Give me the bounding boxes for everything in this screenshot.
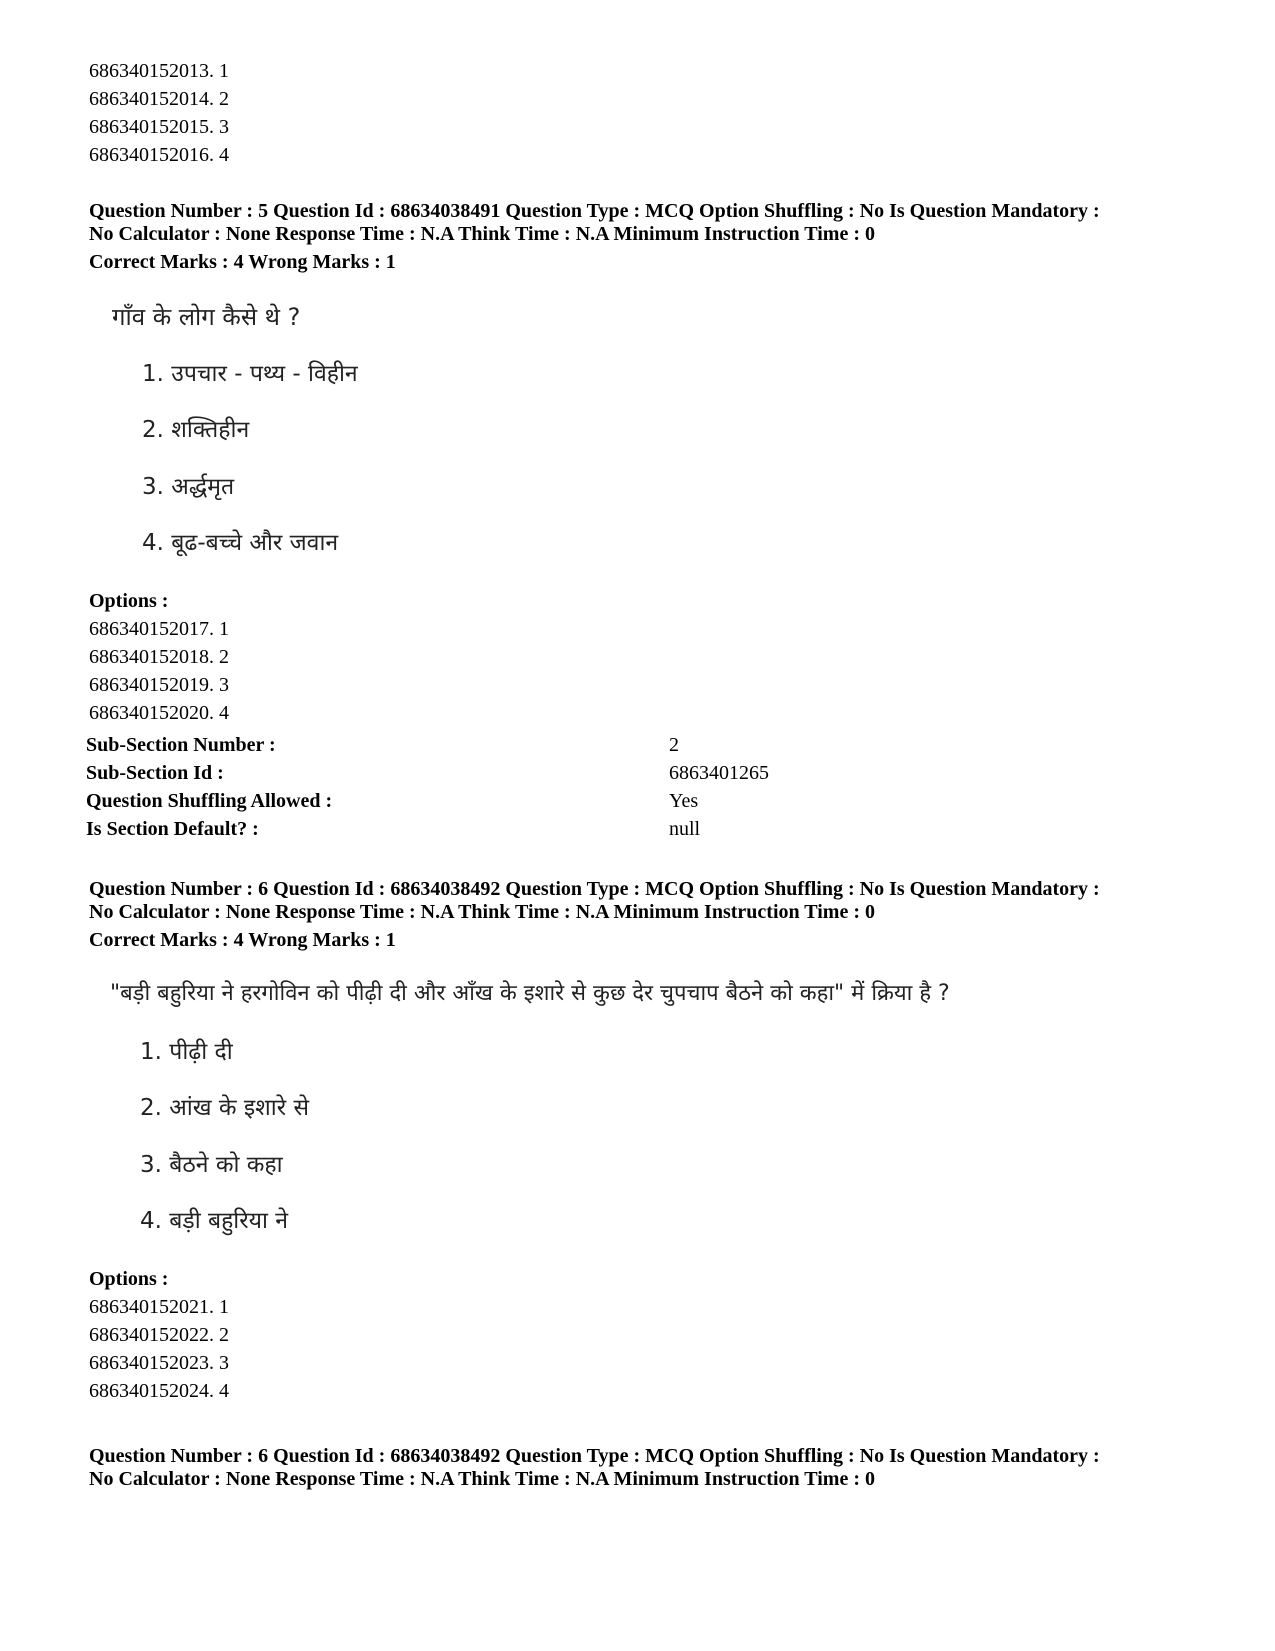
q5-question-text: गाँव के लोग कैसे थे ? bbox=[112, 303, 301, 331]
subsection-key: Question Shuffling Allowed : bbox=[86, 790, 333, 812]
q5-choice-2: 2. शक्तिहीन bbox=[142, 417, 250, 443]
option-id-line: 686340152014. 2 bbox=[89, 88, 229, 110]
q6-marks: Correct Marks : 4 Wrong Marks : 1 bbox=[89, 929, 396, 951]
q6-choice-4: 4. बड़ी बहुरिया ने bbox=[140, 1208, 289, 1234]
subsection-id-row bbox=[86, 759, 886, 787]
option-id-line: 686340152022. 2 bbox=[89, 1324, 229, 1346]
q6-question-text: "बड़ी बहुरिया ने हरगोविन को पीढ़ी दी और आँख के इशारे से कुछ देर चुपचाप बैठने को कहा" में क्रिया है ? bbox=[110, 981, 950, 1006]
option-id-line: 686340152013. 1 bbox=[89, 60, 229, 82]
q5-choice-3: 3. अर्द्धमृत bbox=[142, 474, 235, 500]
option-id-line: 686340152023. 3 bbox=[89, 1352, 229, 1374]
option-id-line: 686340152015. 3 bbox=[89, 116, 229, 138]
q6-choice-3: 3. बैठने को कहा bbox=[140, 1152, 283, 1178]
option-id-line: 686340152020. 4 bbox=[89, 702, 229, 724]
option-id-line: 686340152024. 4 bbox=[89, 1380, 229, 1402]
q6-meta-line-1: Question Number : 6 Question Id : 68634038492 Question Type : MCQ Option Shuffling : No Is Question Mandatory : bbox=[89, 878, 1100, 900]
q5-meta-line-1: Question Number : 5 Question Id : 68634038491 Question Type : MCQ Option Shuffling : No Is Question Mandatory : bbox=[89, 200, 1100, 222]
q5-choice-4: 4. बूढ-बच्चे और जवान bbox=[142, 530, 339, 556]
option-id-line: 686340152021. 1 bbox=[89, 1296, 229, 1318]
subsection-value: Yes bbox=[669, 790, 699, 812]
q5-choice-1: 1. उपचार - पथ्य - विहीन bbox=[142, 361, 358, 387]
q6-choice-2: 2. आंख के इशारे से bbox=[140, 1095, 310, 1121]
q6-repeat-meta-line-1: Question Number : 6 Question Id : 68634038492 Question Type : MCQ Option Shuffling : No Is Question Mandatory : bbox=[89, 1445, 1100, 1467]
question-shuffling-row bbox=[86, 787, 886, 815]
q6-repeat-meta-line-2: No Calculator : None Response Time : N.A Think Time : N.A Minimum Instruction Time : 0 bbox=[89, 1468, 875, 1490]
subsection-key: Is Section Default? : bbox=[86, 818, 259, 840]
subsection-value: 6863401265 bbox=[669, 762, 769, 784]
subsection-value: null bbox=[669, 818, 701, 840]
subsection-key: Sub-Section Number : bbox=[86, 734, 276, 756]
option-id-line: 686340152018. 2 bbox=[89, 646, 229, 668]
subsection-key: Sub-Section Id : bbox=[86, 762, 224, 784]
q5-marks: Correct Marks : 4 Wrong Marks : 1 bbox=[89, 251, 396, 273]
q6-meta-line-2: No Calculator : None Response Time : N.A Think Time : N.A Minimum Instruction Time : 0 bbox=[89, 901, 875, 923]
q6-choice-1: 1. पीढ़ी दी bbox=[140, 1039, 233, 1065]
q5-options-label: Options : bbox=[89, 590, 169, 612]
option-id-line: 686340152016. 4 bbox=[89, 144, 229, 166]
option-id-line: 686340152019. 3 bbox=[89, 674, 229, 696]
q6-options-label: Options : bbox=[89, 1268, 169, 1290]
q5-meta-line-2: No Calculator : None Response Time : N.A Think Time : N.A Minimum Instruction Time : 0 bbox=[89, 223, 875, 245]
subsection-number-row bbox=[86, 731, 886, 759]
subsection-value: 2 bbox=[669, 734, 679, 756]
section-default-row bbox=[86, 815, 886, 843]
option-id-line: 686340152017. 1 bbox=[89, 618, 229, 640]
